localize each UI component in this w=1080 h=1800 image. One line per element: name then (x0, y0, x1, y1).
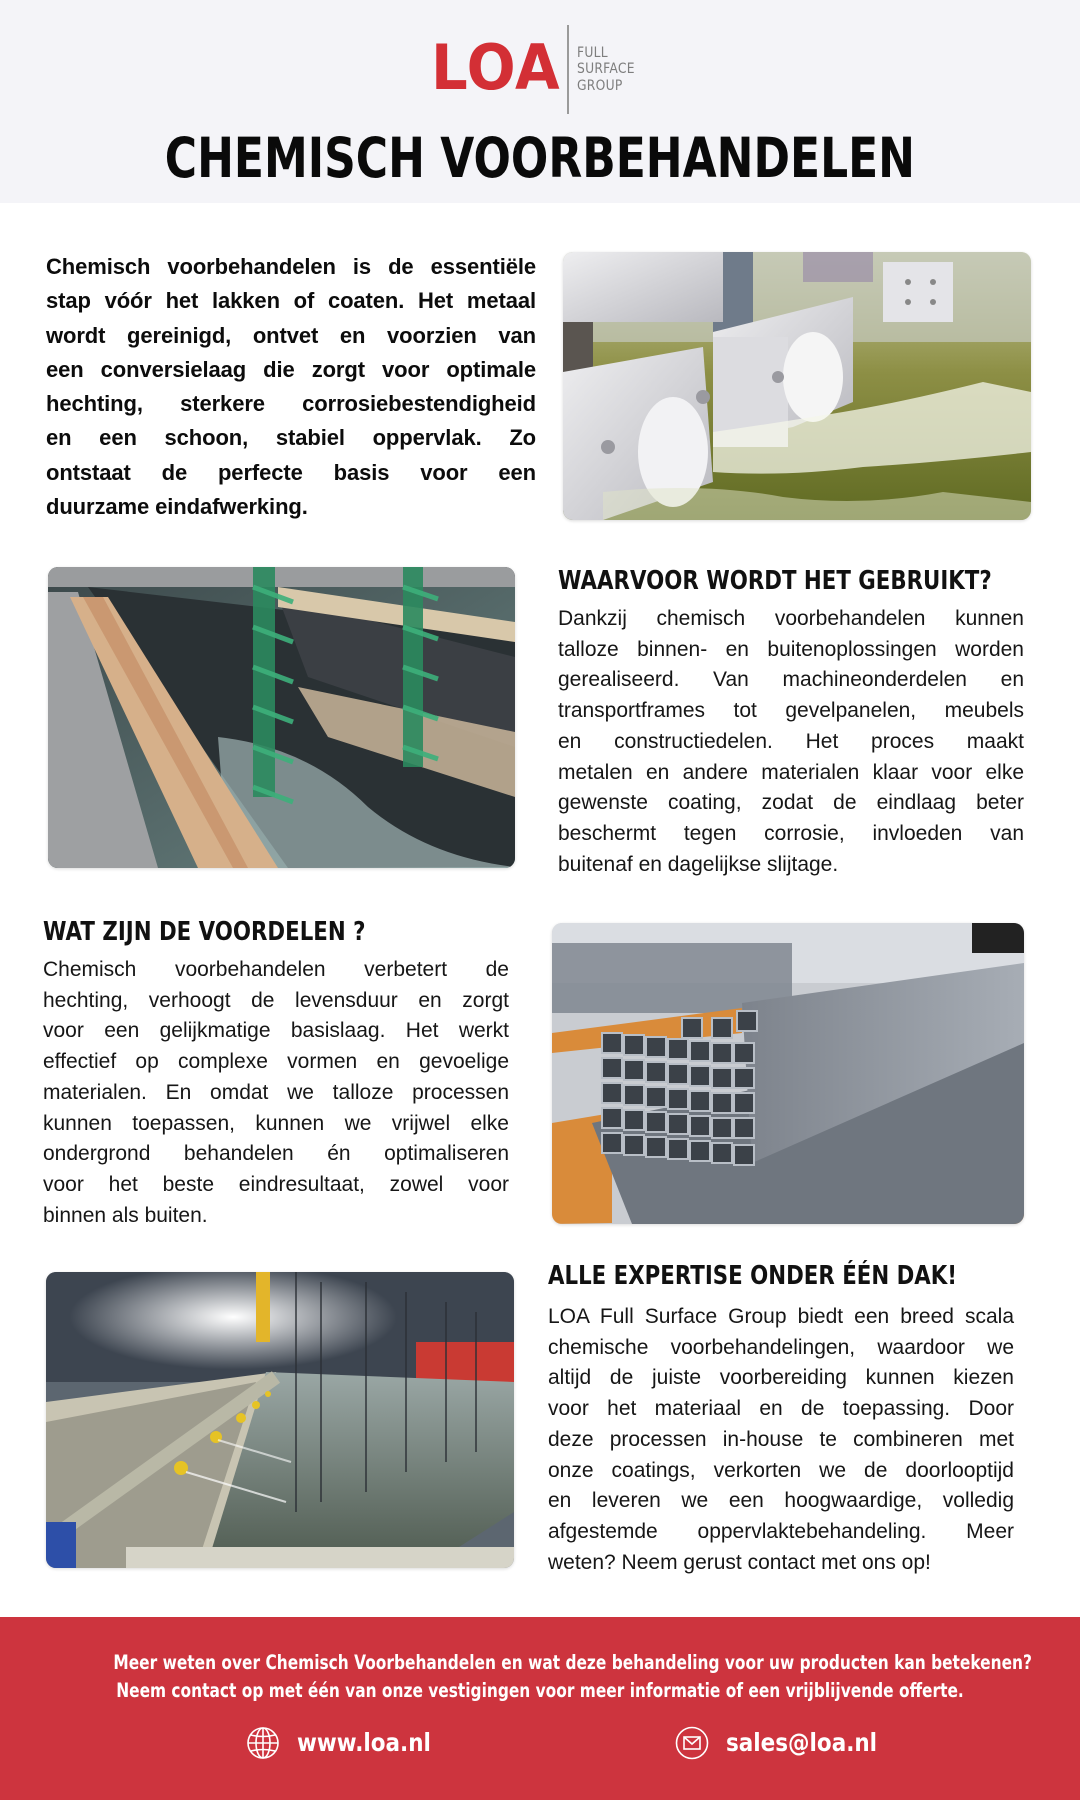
logo-tagline (577, 45, 654, 94)
intro-line: en een schoon, stabiel oppervlak. Zo (46, 425, 536, 451)
body-line: Chemisch voorbehandelen verbetert de (43, 958, 509, 981)
body-line: metalen en andere materialen klaar voor elke (558, 760, 1024, 784)
photo-steel-tubes (552, 923, 1024, 1224)
body-line: chemische voorbehandelingen, waardoor we (548, 1335, 1014, 1359)
body-line: voor een gelijkmatige basislaag. Het werkt (43, 1019, 509, 1043)
body-line: beschermt tegen corrosie, invloeden van (558, 821, 1024, 845)
footer-message-line: Neem contact op met één van onze vestigingen voor meer informatie of een vrijblijvende offerte. (116, 1679, 964, 1702)
intro-paragraph (46, 250, 536, 524)
intro-line: een conversielaag die zorgt voor optimale (46, 356, 536, 382)
footer-message-line: Meer weten over Chemisch Voorbehandelen en wat deze behandeling voor uw producten kan betekenen? (113, 1651, 1032, 1674)
body-line: gerealiseerd. Van machineonderdelen en (558, 668, 1024, 692)
globe-icon (246, 1726, 280, 1760)
photo-treatment-tank (48, 567, 515, 868)
body-line: en constructiedelen. Het proces maakt (558, 729, 1024, 753)
body-line: transportframes tot gevelpanelen, meubels (558, 699, 1024, 723)
body-line: Dankzij chemisch voorbehandelen kunnen (558, 607, 1024, 630)
intro-line: wordt gereinigd, ontvet en voorzien van (46, 322, 536, 348)
body-line: kunnen toepassen, kunnen we vrijwel elke (43, 1111, 509, 1135)
body-line: en leveren we een hoogwaardige, volledig (548, 1489, 1014, 1513)
website-link-text[interactable]: www.loa.nl (297, 1728, 431, 1757)
logo-tagline-line: GROUP (577, 77, 623, 94)
body-line: deze processen in-house te combineren met (548, 1427, 1014, 1451)
intro-line: duurzame eindafwerking. (46, 494, 308, 520)
body-line: ondergrond behandelen én optimaliseren (43, 1142, 509, 1166)
logo-tagline-line: SURFACE (577, 61, 635, 78)
email-link-text[interactable]: sales@loa.nl (726, 1728, 878, 1757)
page-header (0, 0, 1080, 203)
section-body-expertise (548, 1302, 1014, 1578)
photo-pretreatment-line (46, 1272, 514, 1568)
mail-icon (675, 1726, 709, 1760)
contact-footer (0, 1617, 1080, 1800)
website-link[interactable] (246, 1723, 453, 1763)
page-title-text: CHEMISCH VOORBEHANDELEN (164, 126, 916, 190)
body-line: talloze binnen- en buitenoplossingen worden (558, 637, 1024, 661)
intro-line: hechting, sterkere corrosiebestendigheid (46, 391, 536, 417)
body-line: hechting, verhoogt de levensduur en zorgt (43, 988, 509, 1012)
body-line: afgestemde oppervlaktebehandeling. Meer (548, 1519, 1014, 1543)
body-line: weten? Neem gerust contact met ons op! (548, 1550, 931, 1574)
intro-line: stap vóór het lakken of coaten. Het metaal (46, 288, 536, 314)
logo-loa: LOA (431, 31, 561, 104)
body-line: voor het beste eindresultaat, zowel voor (43, 1172, 509, 1196)
intro-line: Chemisch voorbehandelen is de essentiële (46, 254, 536, 279)
body-line: voor het materiaal en de toepassing. Door (548, 1397, 1014, 1421)
section-heading-benefits: WAT ZIJN DE VOORDELEN ? (43, 917, 366, 947)
intro-line: ontstaat de perfecte basis voor een (46, 459, 536, 485)
body-line: materialen. En omdat we talloze processen (43, 1080, 509, 1104)
logo-tagline-line: FULL (577, 45, 608, 61)
section-heading-usage: WAARVOOR WORDT HET GEBRUIKT? (558, 566, 992, 596)
section-body-benefits (43, 955, 509, 1231)
section-heading-expertise: ALLE EXPERTISE ONDER ÉÉN DAK! (548, 1261, 958, 1291)
photo-aluminium-parts (563, 252, 1031, 520)
body-line: gewenste coating, zodat de eindlaag beter (558, 791, 1024, 815)
body-line: binnen als buiten. (43, 1203, 208, 1227)
body-line: altijd de juiste voorbereiding kunnen kiezen (548, 1366, 1014, 1390)
footer-message (0, 1649, 1080, 1705)
section-body-usage (558, 604, 1024, 880)
body-line: buitenaf en dagelijkse slijtage. (558, 852, 839, 876)
logo-divider (567, 25, 569, 114)
body-line: onze coatings, verkorten we de doorlooptijd (548, 1458, 1014, 1482)
body-line: LOA Full Surface Group biedt een breed scala (548, 1305, 1014, 1328)
email-link[interactable] (675, 1723, 902, 1763)
page-title (0, 128, 1080, 188)
body-line: effectief op complexe vormen en gevoelige (43, 1050, 509, 1074)
